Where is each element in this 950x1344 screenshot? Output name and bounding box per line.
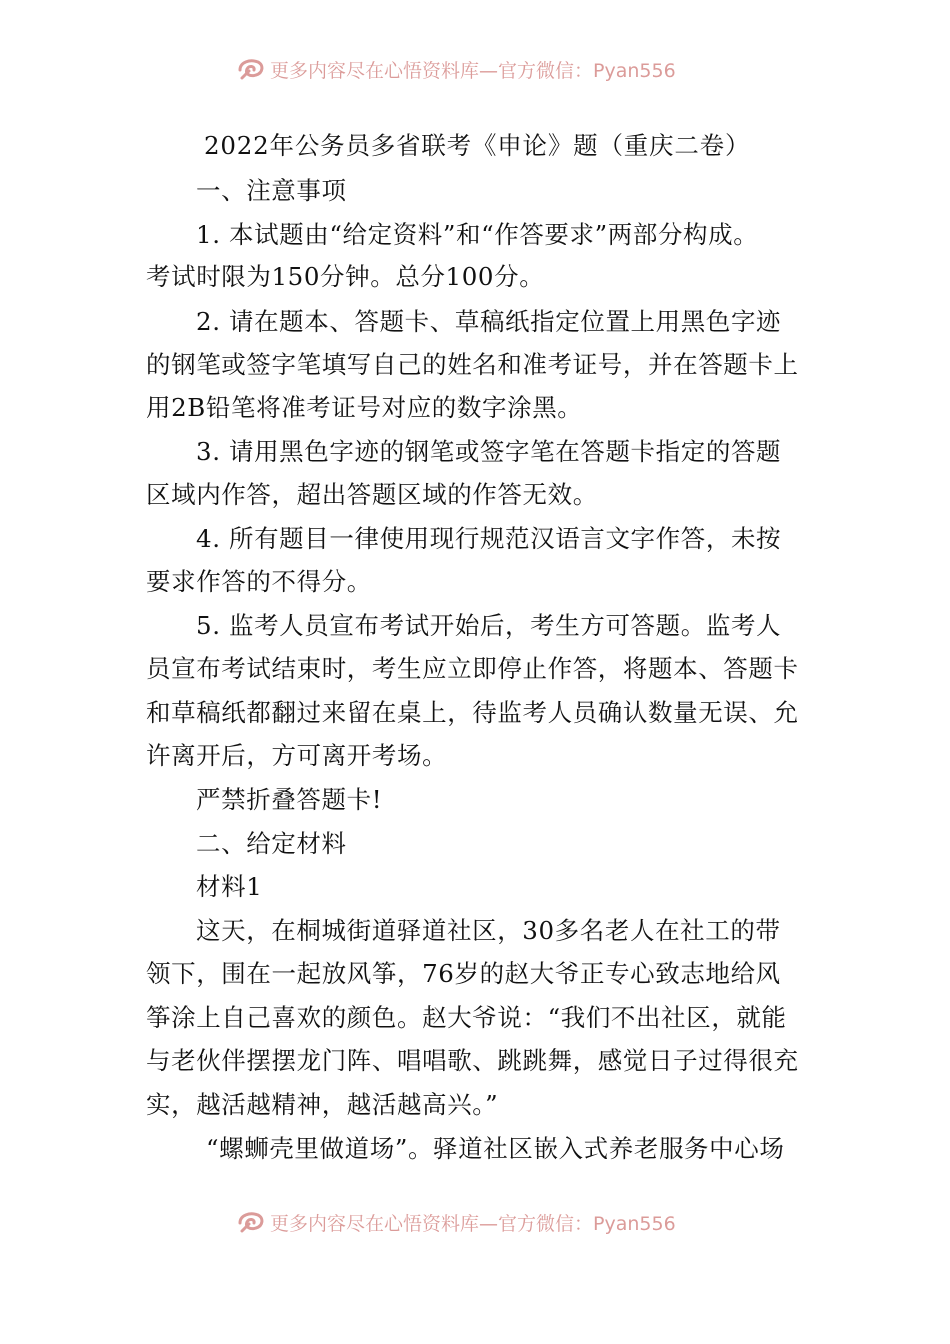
- text-line: 与老伙伴摆摆龙门阵、唱唱歌、跳跳舞，感觉日子过得很充: [146, 1046, 799, 1075]
- text-line: 考试时限为150分钟。总分100分。: [146, 262, 545, 291]
- text-line: 的钢笔或签字笔填写自己的姓名和准考证号，并在答题卡上: [146, 350, 799, 379]
- watermark-footer: [236, 1207, 736, 1237]
- text-line: 区域内作答，超出答题区域的作答无效。: [146, 480, 598, 509]
- watermark-header: [236, 54, 736, 84]
- brand-logo-icon: [236, 1209, 266, 1235]
- text-line: 严禁折叠答题卡!: [196, 785, 383, 814]
- text-line: 4. 所有题目一律使用现行规范汉语言文字作答，未按: [196, 524, 782, 553]
- watermark-text: 更多内容尽在心悟资料库—官方微信：Pyan556: [270, 59, 676, 82]
- material-heading: 材料1: [196, 872, 263, 901]
- section-heading: 二、给定材料: [196, 829, 347, 858]
- text-line: 要求作答的不得分。: [146, 567, 372, 596]
- text-line: 实，越活越精神，越活越高兴。”: [146, 1090, 499, 1119]
- text-line: 一、注意事项: [196, 176, 347, 205]
- text-line: 领下，围在一起放风筝，76岁的赵大爷正专心致志地给风: [146, 959, 781, 988]
- text-line: 2. 请在题本、答题卡、草稿纸指定位置上用黑色字迹: [196, 307, 782, 336]
- text-line: 用2B铅笔将准考证号对应的数字涂黑。: [146, 393, 583, 422]
- text-line: 这天，在桐城街道驿道社区，30多名老人在社工的带: [196, 916, 781, 945]
- text-line: 员宣布考试结束时，考生应立即停止作答，将题本、答题卡: [146, 654, 799, 683]
- text-line: 许离开后，方可离开考场。: [146, 741, 448, 770]
- text-line: 筝涂上自己喜欢的颜色。赵大爷说：“我们不出社区，就能: [146, 1003, 787, 1032]
- page-title: 2022年公务员多省联考《申论》题（重庆二卷）: [204, 131, 751, 160]
- brand-logo-icon: [236, 56, 266, 82]
- text-line: 5. 监考人员宣布考试开始后，考生方可答题。监考人: [196, 611, 782, 640]
- watermark-text: 更多内容尽在心悟资料库—官方微信：Pyan556: [270, 1212, 676, 1235]
- text-line: 1. 本试题由“给定资料”和“作答要求”两部分构成。: [196, 220, 759, 249]
- text-line: 3. 请用黑色字迹的钢笔或签字笔在答题卡指定的答题: [196, 437, 782, 466]
- text-line: “螺蛳壳里做道场”。驿道社区嵌入式养老服务中心场: [206, 1134, 785, 1163]
- text-line: 和草稿纸都翻过来留在桌上，待监考人员确认数量无误、允: [146, 698, 799, 727]
